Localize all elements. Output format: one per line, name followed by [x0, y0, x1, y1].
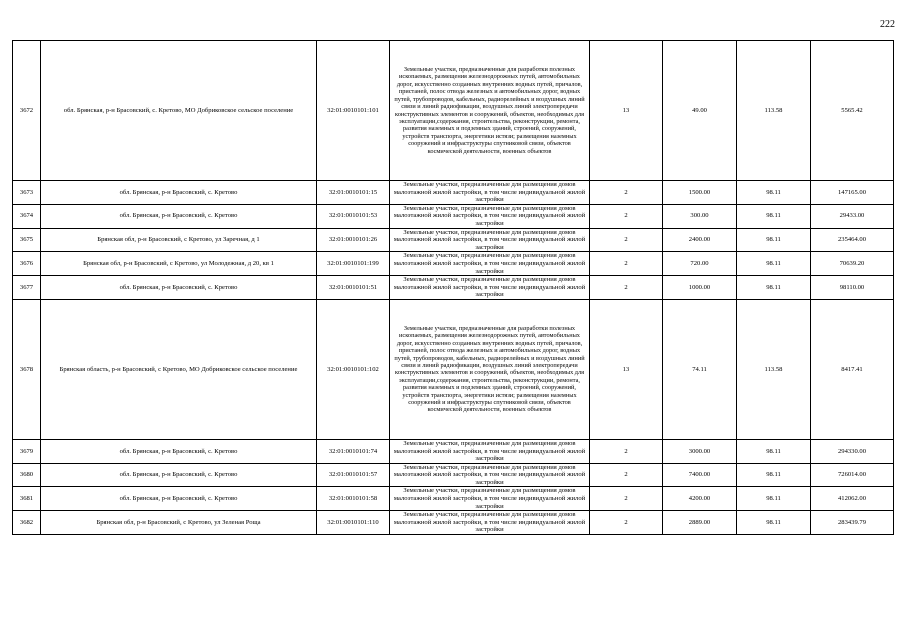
cadastral-number-cell: 32:01:0010101:102	[317, 299, 390, 439]
table-row	[13, 463, 894, 487]
area-cell: 300.00	[663, 204, 737, 228]
table-row	[13, 228, 894, 252]
area-cell: 7400.00	[663, 463, 737, 487]
table-row	[13, 181, 894, 205]
cadastral-value-cell: 5565.42	[811, 41, 894, 181]
rate-cell: 98.11	[737, 181, 811, 205]
row-number: 3673	[13, 181, 41, 205]
address-cell: обл. Брянская, р-н Брасовский, с. Кретово	[41, 204, 317, 228]
group-cell: 2	[590, 204, 663, 228]
table-row	[13, 276, 894, 300]
cadastral-value-cell: 147165.00	[811, 181, 894, 205]
group-cell: 2	[590, 511, 663, 535]
cadastral-value-cell: 294330.00	[811, 439, 894, 463]
area-cell: 4200.00	[663, 487, 737, 511]
rate-cell: 98.11	[737, 204, 811, 228]
table-row	[13, 487, 894, 511]
rate-cell: 98.11	[737, 487, 811, 511]
address-cell: Брянская обл, р-н Брасовский, с Кретово, ул Заречная, д 1	[41, 228, 317, 252]
area-cell: 1500.00	[663, 181, 737, 205]
land-use-cell: Земельные участки, предназначенные для разработки полезных ископаемых, размещения железнодорожных путей, автомобильных дорог, искусственно созданных внутренних водных путей, причалов, пристаней, полос отвода железных и автомобильных дорог, водных путей, трубопроводов, кабельных, радиорелейных и воздушных линий связи и линий радиофикации, воздушных линий электропередачи конструктивных элементов и сооружений, объектов, необходимых для эксплуатации,содержания, строительства, реконструкции, ремонта, развития наземных и подземных зданий, строений, сооружений, устройств транспорта, энергетики истязи; размещения наземных сооружений и инфраструктуры спутниковой связи, объектов космической деятельности, военных объектов	[390, 299, 590, 439]
land-use-cell: Земельные участки, предназначенные для размещения домов малоэтажной жилой застройки, в том числе индивидуальной жилой застройки	[390, 204, 590, 228]
table-row	[13, 204, 894, 228]
row-number: 3677	[13, 276, 41, 300]
area-cell: 2400.00	[663, 228, 737, 252]
rate-cell: 98.11	[737, 463, 811, 487]
land-use-cell: Земельные участки, предназначенные для разработки полезных ископаемых, размещения железнодорожных путей, автомобильных дорог, искусственно созданных внутренних водных путей, причалов, пристаней, полос отвода железных и автомобильных дорог, водных путей, трубопроводов, кабельных, радиорелейных и воздушных линий связи и линий радиофикации, воздушных линий электропередачи конструктивных элементов и сооружений, объектов, необходимых для эксплуатации,содержания, строительства, реконструкции, ремонта, развития наземных и подземных зданий, строений, сооружений, устройств транспорта, энергетики истязи; размещения наземных сооружений и инфраструктуры спутниковой связи, объектов космической деятельности, военных объектов	[390, 41, 590, 181]
address-cell: Брянская обл, р-н Брасовский, с Кретово, ул Зеленая Роща	[41, 511, 317, 535]
cadastral-number-cell: 32:01:0010101:57	[317, 463, 390, 487]
rate-cell: 98.11	[737, 252, 811, 276]
cadastral-number-cell: 32:01:0010101:53	[317, 204, 390, 228]
land-register-table	[12, 40, 894, 535]
address-cell: обл. Брянская, р-н Брасовский, с. Кретово, МО Добриковское сельское поселение	[41, 41, 317, 181]
row-number: 3676	[13, 252, 41, 276]
cadastral-value-cell: 29433.00	[811, 204, 894, 228]
row-number: 3680	[13, 463, 41, 487]
cadastral-value-cell: 98110.00	[811, 276, 894, 300]
row-number: 3674	[13, 204, 41, 228]
area-cell: 49.00	[663, 41, 737, 181]
table-row	[13, 439, 894, 463]
address-cell: обл. Брянская, р-н Брасовский, с. Кретово	[41, 181, 317, 205]
rate-cell: 98.11	[737, 276, 811, 300]
land-use-cell: Земельные участки, предназначенные для размещения домов малоэтажной жилой застройки, в том числе индивидуальной жилой застройки	[390, 252, 590, 276]
area-cell: 3000.00	[663, 439, 737, 463]
rate-cell: 98.11	[737, 439, 811, 463]
table-row	[13, 511, 894, 535]
rate-cell: 98.11	[737, 228, 811, 252]
cadastral-number-cell: 32:01:0010101:101	[317, 41, 390, 181]
rate-cell: 113.58	[737, 299, 811, 439]
cadastral-number-cell: 32:01:0010101:199	[317, 252, 390, 276]
group-cell: 13	[590, 41, 663, 181]
land-use-cell: Земельные участки, предназначенные для размещения домов малоэтажной жилой застройки, в том числе индивидуальной жилой застройки	[390, 181, 590, 205]
rate-cell: 113.58	[737, 41, 811, 181]
table-row	[13, 252, 894, 276]
group-cell: 2	[590, 487, 663, 511]
group-cell: 2	[590, 439, 663, 463]
row-number: 3675	[13, 228, 41, 252]
address-cell: Брянская область, р-н Брасовский, с Кретово, МО Добриковское сельское поселение	[41, 299, 317, 439]
land-use-cell: Земельные участки, предназначенные для размещения домов малоэтажной жилой застройки, в том числе индивидуальной жилой застройки	[390, 487, 590, 511]
group-cell: 2	[590, 463, 663, 487]
address-cell: обл. Брянская, р-н Брасовский, с. Кретово	[41, 439, 317, 463]
row-number: 3679	[13, 439, 41, 463]
group-cell: 2	[590, 252, 663, 276]
address-cell: обл. Брянская, р-н Брасовский, с. Кретово	[41, 463, 317, 487]
area-cell: 2889.00	[663, 511, 737, 535]
area-cell: 74.11	[663, 299, 737, 439]
area-cell: 720.00	[663, 252, 737, 276]
cadastral-number-cell: 32:01:0010101:58	[317, 487, 390, 511]
cadastral-number-cell: 32:01:0010101:15	[317, 181, 390, 205]
cadastral-value-cell: 235464.00	[811, 228, 894, 252]
rate-cell: 98.11	[737, 511, 811, 535]
cadastral-value-cell: 8417.41	[811, 299, 894, 439]
row-number: 3681	[13, 487, 41, 511]
cadastral-number-cell: 32:01:0010101:74	[317, 439, 390, 463]
row-number: 3672	[13, 41, 41, 181]
group-cell: 2	[590, 228, 663, 252]
row-number: 3678	[13, 299, 41, 439]
area-cell: 1000.00	[663, 276, 737, 300]
page-number: 222	[880, 19, 895, 30]
cadastral-value-cell: 283439.79	[811, 511, 894, 535]
address-cell: Брянская обл, р-н Брасовский, с Кретово, ул Молодежная, д 20, кв 1	[41, 252, 317, 276]
cadastral-number-cell: 32:01:0010101:26	[317, 228, 390, 252]
cadastral-value-cell: 70639.20	[811, 252, 894, 276]
group-cell: 2	[590, 276, 663, 300]
table-row	[13, 41, 894, 181]
address-cell: обл. Брянская, р-н Брасовский, с. Кретово	[41, 487, 317, 511]
group-cell: 13	[590, 299, 663, 439]
land-use-cell: Земельные участки, предназначенные для размещения домов малоэтажной жилой застройки, в том числе индивидуальной жилой застройки	[390, 276, 590, 300]
cadastral-value-cell: 412062.00	[811, 487, 894, 511]
land-use-cell: Земельные участки, предназначенные для размещения домов малоэтажной жилой застройки, в том числе индивидуальной жилой застройки	[390, 463, 590, 487]
land-use-cell: Земельные участки, предназначенные для размещения домов малоэтажной жилой застройки, в том числе индивидуальной жилой застройки	[390, 439, 590, 463]
land-use-cell: Земельные участки, предназначенные для размещения домов малоэтажной жилой застройки, в том числе индивидуальной жилой застройки	[390, 228, 590, 252]
group-cell: 2	[590, 181, 663, 205]
cadastral-number-cell: 32:01:0010101:51	[317, 276, 390, 300]
land-use-cell: Земельные участки, предназначенные для размещения домов малоэтажной жилой застройки, в том числе индивидуальной жилой застройки	[390, 511, 590, 535]
cadastral-value-cell: 726014.00	[811, 463, 894, 487]
cadastral-number-cell: 32:01:0010101:110	[317, 511, 390, 535]
table-row	[13, 299, 894, 439]
row-number: 3682	[13, 511, 41, 535]
address-cell: обл. Брянская, р-н Брасовский, с. Кретово	[41, 276, 317, 300]
